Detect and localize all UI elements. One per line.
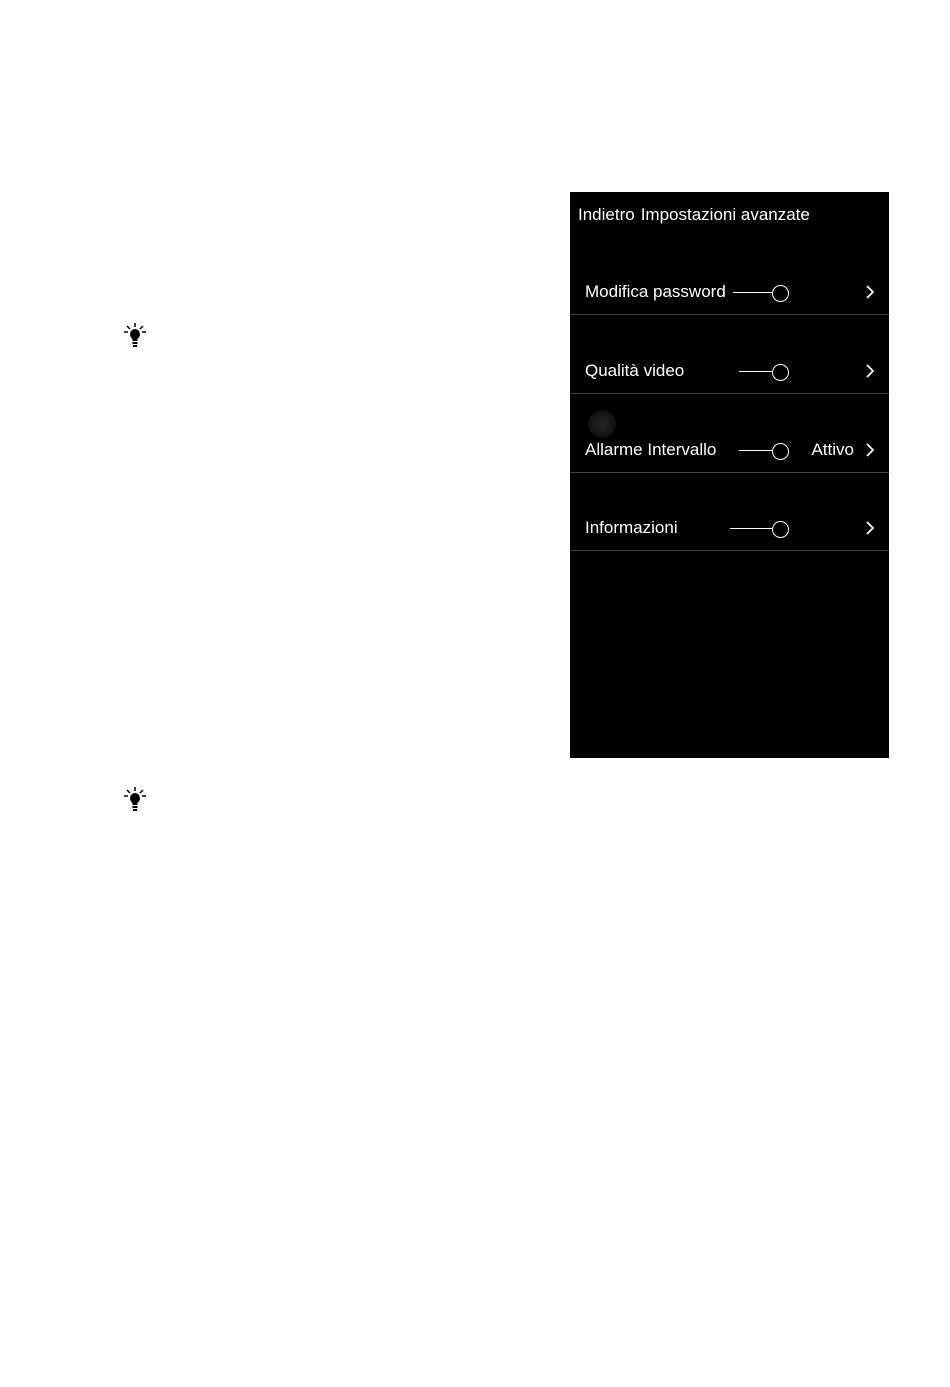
- settings-item-label: Modifica password: [585, 282, 726, 301]
- chevron-right-icon: [865, 284, 875, 300]
- callout-circle: [772, 285, 789, 302]
- settings-item-video-quality[interactable]: [570, 315, 889, 394]
- callout-circle: [772, 364, 789, 381]
- settings-item-change-password[interactable]: [570, 236, 889, 315]
- chevron-right-icon: [865, 520, 875, 536]
- callout-line: [739, 371, 773, 372]
- settings-item-info[interactable]: [570, 472, 889, 551]
- callout-line: [739, 450, 773, 451]
- settings-item-label: Allarme Intervallo: [585, 440, 717, 459]
- callout-line: [730, 528, 773, 529]
- settings-item-label: Qualità video: [585, 361, 685, 380]
- chevron-right-icon: [865, 363, 875, 379]
- settings-item-label: Informazioni: [585, 518, 678, 537]
- phone-screen: [570, 192, 889, 758]
- settings-item-alarm-interval[interactable]: [570, 394, 889, 473]
- back-button[interactable]: Indietro: [578, 205, 635, 224]
- nav-bar: [578, 205, 810, 225]
- callout-line: [733, 292, 773, 293]
- lightbulb-icon: [123, 786, 147, 812]
- lightbulb-icon: [123, 322, 147, 348]
- chevron-right-icon: [865, 442, 875, 458]
- settings-item-value: Attivo: [811, 440, 854, 459]
- callout-circle: [772, 521, 789, 538]
- callout-circle: [772, 443, 789, 460]
- page-title: Impostazioni avanzate: [640, 205, 810, 224]
